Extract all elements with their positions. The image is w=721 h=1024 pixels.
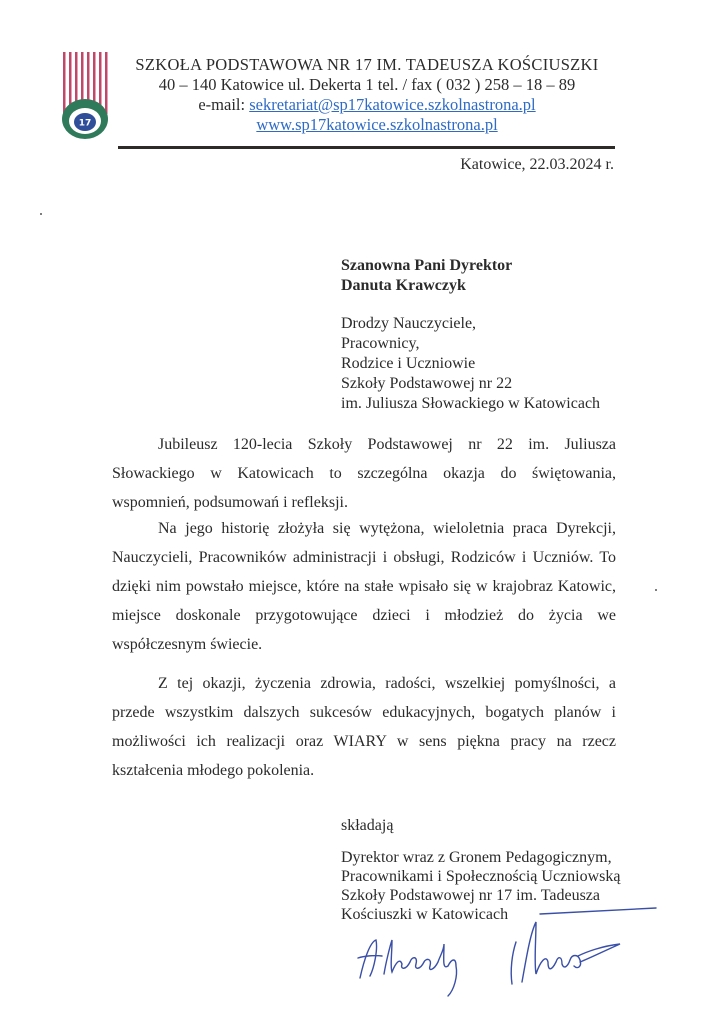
website-line <box>112 115 622 135</box>
signatory-line: Kościuszki w Katowicach <box>341 906 509 923</box>
recipients <box>341 314 600 414</box>
school-name: SZKOŁA PODSTAWOWA NR 17 IM. TADEUSZA KOŚCIUSZKI <box>135 55 599 74</box>
addressee-title: Szanowna Pani Dyrektor <box>341 257 513 274</box>
school-address: 40 – 140 Katowice ul. Dekerta 1 tel. / fax ( 032 ) 258 – 18 – 89 <box>158 75 576 94</box>
recipient-line: Drodzy Nauczyciele, <box>341 315 477 332</box>
email-link[interactable]: sekretariat@sp17katowice.szkolnastrona.pl <box>249 95 536 114</box>
scan-speck <box>655 589 657 591</box>
recipient-line: im. Juliusza Słowackiego w Katowicach <box>341 395 601 412</box>
handwritten-signature-icon <box>340 900 670 1000</box>
logo-number: 17 <box>78 118 92 129</box>
addressee <box>341 256 512 296</box>
closing-intro: składają <box>341 817 394 834</box>
recipient-line: Szkoły Podstawowej nr 22 <box>341 375 513 392</box>
header-divider <box>118 146 615 149</box>
paragraph-text: Jubileusz 120-lecia Szkoły Podstawowej nr 22 im. Juliusza Słowackiego w Katowicach to szczególna okazja do świętowania, wspomnień, podsumowań i refleksji. <box>112 436 616 511</box>
signatory-line: Szkoły Podstawowej nr 17 im. Tadeusza <box>341 887 600 904</box>
recipient-line: Pracownicy, <box>341 335 420 352</box>
letter-date: Katowice, 22.03.2024 r. <box>460 156 614 173</box>
signatory-line: Dyrektor wraz z Gronem Pedagogicznym, <box>341 849 612 866</box>
school-logo-icon <box>62 52 108 142</box>
email-label: e-mail: <box>198 95 250 114</box>
paragraph-text: Z tej okazji, życzenia zdrowia, radości, wszelkiej pomyślności, a przede wszystkim dalszych sukcesów edukacyjnych, bogatych planów i możliwości ich realizacji oraz WIARY w sens piękna pracy na rzecz kształcenia młodego pokolenia. <box>112 675 616 779</box>
body-paragraph-2 <box>112 514 616 659</box>
body-paragraph-3 <box>112 669 616 785</box>
paragraph-text: Na jego historię złożyła się wytężona, wieloletnia praca Dyrekcji, Nauczycieli, Pracowników administracji i obsługi, Rodziców i Uczniów. To dzięki nim powstało miejsce, które na stałe wpisało się w krajobraz Katowic, miejsce doskonale przygotowujące dzieci i młodzież do życia we współczesnym świecie. <box>112 520 616 653</box>
recipient-line: Rodzice i Uczniowie <box>341 355 476 372</box>
scan-speck <box>40 213 42 215</box>
website-link[interactable]: www.sp17katowice.szkolnastrona.pl <box>256 115 498 134</box>
signatory-line: Pracownikami i Społecznością Uczniowską <box>341 868 621 885</box>
addressee-name: Danuta Krawczyk <box>341 277 466 294</box>
email-line <box>112 95 622 115</box>
body-paragraph-1 <box>112 430 616 517</box>
letterhead <box>112 55 622 135</box>
